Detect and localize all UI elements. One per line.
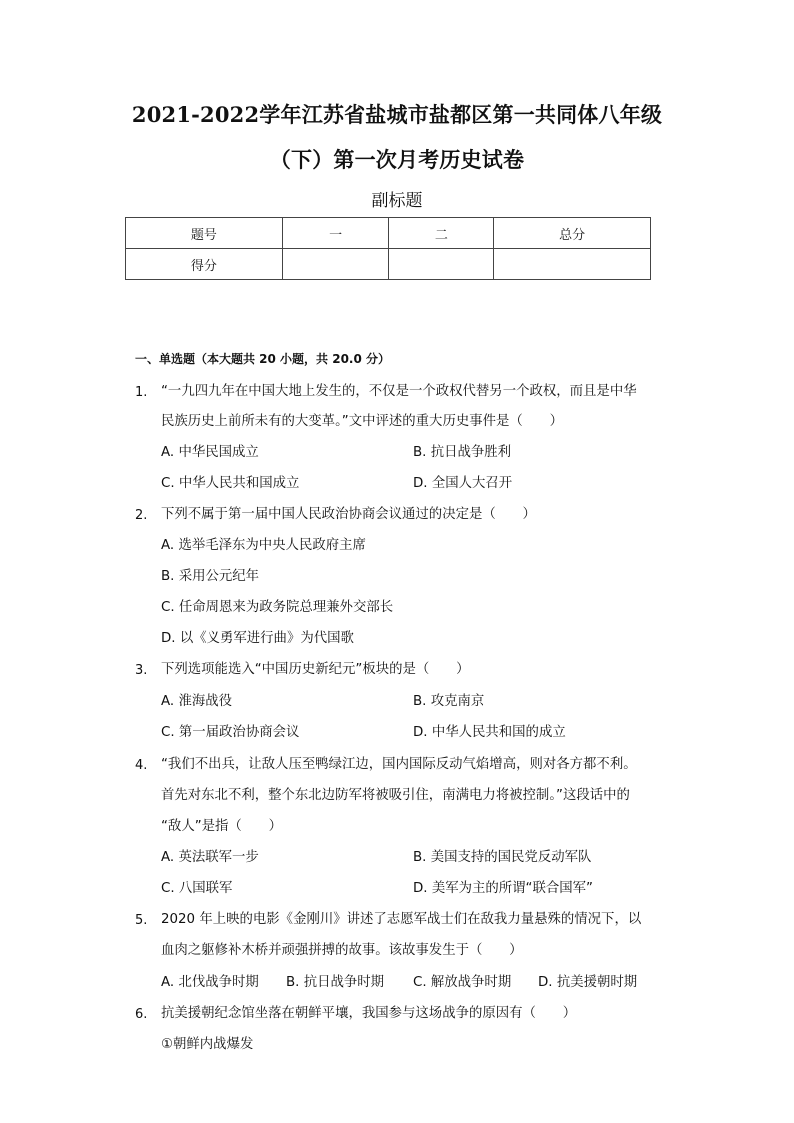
- option-b[interactable]: B. 抗日战争胜利: [413, 445, 512, 460]
- option-a[interactable]: A. 中华民国成立: [161, 445, 259, 460]
- question-number: 5.: [135, 913, 148, 928]
- question-text-line: 抗美援朝纪念馆坐落在朝鲜平壤，我国参与这场战争的原因有（ ）: [161, 1006, 577, 1021]
- question-number: 6.: [135, 1007, 148, 1022]
- option-c[interactable]: C. 八国联军: [161, 881, 233, 896]
- question-text-line: 下列不属于第一届中国人民政治协商会议通过的决定是（ ）: [161, 507, 536, 522]
- option-d[interactable]: D. 中华人民共和国的成立: [413, 725, 566, 740]
- score-table: [125, 217, 651, 280]
- score-header-cell: 总分: [494, 218, 651, 249]
- question-text-line: 2020 年上映的电影《金刚川》讲述了志愿军战士们在敌我力量悬殊的情况下，以: [161, 912, 642, 927]
- option-a[interactable]: A. 淮海战役: [161, 694, 232, 709]
- score-cell[interactable]: [389, 249, 494, 280]
- score-table-score-row: [126, 249, 651, 280]
- subtitle: 副标题: [371, 191, 423, 211]
- question-text-line: ①朝鲜内战爆发: [161, 1037, 254, 1052]
- question-text-line: 下列选项能选入“中国历史新纪元”板块的是（ ）: [161, 662, 470, 677]
- option-a[interactable]: A. 选举毛泽东为中央人民政府主席: [161, 538, 366, 553]
- option-d[interactable]: D. 全国人大召开: [413, 476, 513, 491]
- score-cell[interactable]: [494, 249, 651, 280]
- option-d[interactable]: D. 抗美援朝时期: [538, 975, 638, 990]
- option-b[interactable]: B. 抗日战争时期: [286, 975, 385, 990]
- option-a[interactable]: A. 北伐战争时期: [161, 975, 259, 990]
- option-d[interactable]: D. 美军为主的所谓“联合国军”: [413, 881, 593, 896]
- option-c[interactable]: C. 任命周恩来为政务院总理兼外交部长: [161, 600, 394, 615]
- option-b[interactable]: B. 攻克南京: [413, 694, 485, 709]
- option-b[interactable]: B. 采用公元纪年: [161, 569, 260, 584]
- question-number: 2.: [135, 508, 148, 523]
- question-text-line: 血肉之躯修补木桥并顽强拼搏的故事。该故事发生于（ ）: [161, 943, 523, 958]
- question-text-line: “一九四九年在中国大地上发生的，不仅是一个政权代替另一个政权，而且是中华: [161, 384, 637, 399]
- exam-title-line1: 2021-2022学年江苏省盐城市盐都区第一共同体八年级: [131, 102, 663, 127]
- question-text-line: 民族历史上前所未有的大变革。”文中评述的重大历史事件是（ ）: [161, 414, 563, 429]
- section-heading: 一、单选题（本大题共 20 小题，共 20.0 分）: [135, 352, 391, 366]
- option-d[interactable]: D. 以《义勇军进行曲》为代国歌: [161, 631, 354, 646]
- score-header-cell: 一: [282, 218, 389, 249]
- score-row-label: 得分: [126, 249, 283, 280]
- question-number: 1.: [135, 385, 148, 400]
- question-text-line: “敌人”是指（ ）: [161, 819, 282, 834]
- question-text-line: “我们不出兵，让敌人压至鸭绿江边，国内国际反动气焰增高，则对各方都不利。: [161, 757, 637, 772]
- option-c[interactable]: C. 解放战争时期: [413, 975, 512, 990]
- question-text-line: 首先对东北不利，整个东北边防军将被吸引住，南满电力将被控制。”这段话中的: [161, 788, 630, 803]
- question-number: 3.: [135, 663, 148, 678]
- question-number: 4.: [135, 758, 148, 773]
- score-header-cell: 二: [389, 218, 494, 249]
- score-cell[interactable]: [282, 249, 389, 280]
- option-c[interactable]: C. 第一届政治协商会议: [161, 725, 300, 740]
- option-c[interactable]: C. 中华人民共和国成立: [161, 476, 300, 491]
- score-table-header-row: [126, 218, 651, 249]
- score-header-cell: 题号: [126, 218, 283, 249]
- option-b[interactable]: B. 美国支持的国民党反动军队: [413, 850, 592, 865]
- option-a[interactable]: A. 英法联军一步: [161, 850, 259, 865]
- exam-title-line2: （下）第一次月考历史试卷: [269, 147, 525, 172]
